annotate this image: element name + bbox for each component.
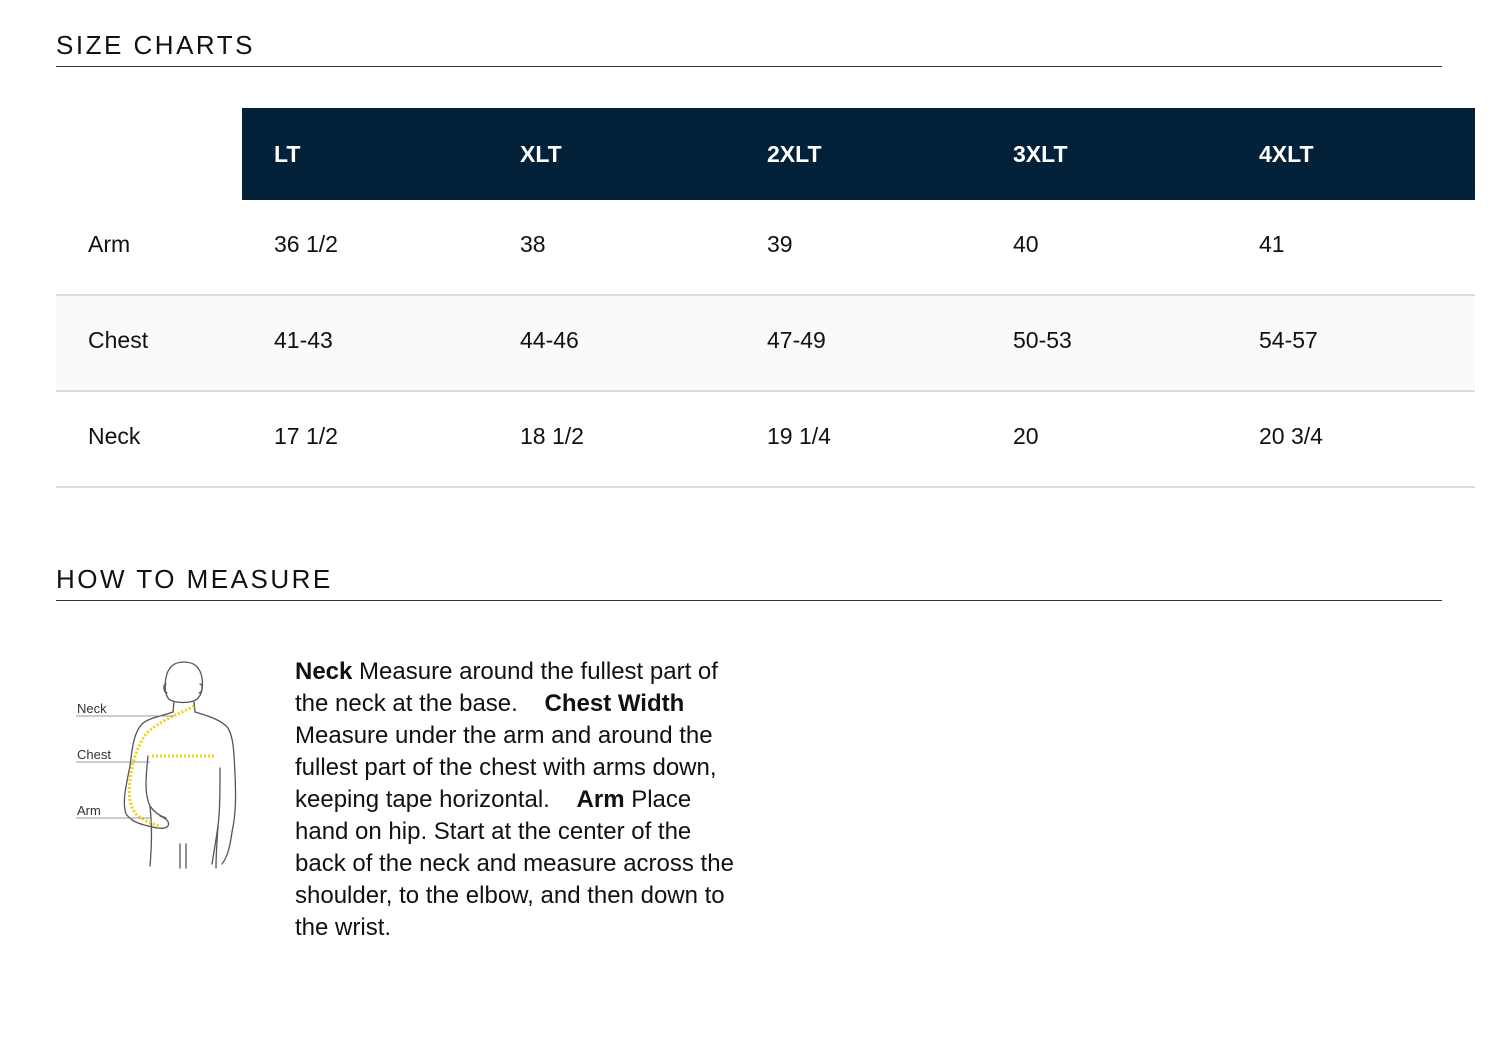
neck-heading: Neck bbox=[295, 658, 353, 685]
row-label: Neck bbox=[88, 423, 141, 449]
chest-instruction: Measure under the arm and around the fullest part of the chest with arms down, keeping tape horizontal. bbox=[295, 722, 717, 813]
figure-label-chest: Chest bbox=[77, 747, 111, 762]
chest-heading: Chest Width bbox=[544, 690, 685, 717]
row-label: Chest bbox=[88, 327, 149, 353]
table-cell: 20 3/4 bbox=[1259, 423, 1323, 449]
size-charts-title: SIZE CHARTS bbox=[56, 30, 255, 60]
table-cell: 44-46 bbox=[520, 327, 579, 353]
table-row-arm bbox=[56, 200, 1475, 296]
size-charts-divider bbox=[56, 66, 1442, 67]
table-cell: 20 bbox=[1013, 423, 1039, 449]
column-header-4xlt: 4XLT bbox=[1259, 141, 1314, 167]
row-label: Arm bbox=[88, 231, 131, 257]
arm-heading: Arm bbox=[576, 786, 625, 813]
how-to-measure-divider bbox=[56, 600, 1442, 601]
table-row-chest bbox=[56, 296, 1475, 392]
table-cell: 36 1/2 bbox=[274, 231, 338, 257]
table-cell: 19 1/4 bbox=[767, 423, 831, 449]
body-measurement-diagram-icon bbox=[70, 656, 250, 876]
column-header-3xlt: 3XLT bbox=[1013, 141, 1068, 167]
table-cell: 47-49 bbox=[767, 327, 826, 353]
table-cell: 50-53 bbox=[1013, 327, 1072, 353]
arm-instruction: Place hand on hip. Start at the center of the back of the neck and measure across the shoulder, to the elbow, and then down to the wrist. bbox=[295, 786, 734, 941]
table-cell: 41-43 bbox=[274, 327, 333, 353]
column-header-lt: LT bbox=[274, 141, 301, 167]
figure-label-arm: Arm bbox=[77, 803, 101, 818]
table-header bbox=[242, 108, 1475, 200]
table-cell: 40 bbox=[1013, 231, 1039, 257]
table-cell: 17 1/2 bbox=[274, 423, 338, 449]
measurement-instructions bbox=[295, 656, 745, 944]
table-cell: 39 bbox=[767, 231, 793, 257]
column-header-xlt: XLT bbox=[520, 141, 562, 167]
table-cell: 54-57 bbox=[1259, 327, 1318, 353]
figure-label-neck: Neck bbox=[77, 701, 107, 716]
how-to-measure-title: HOW TO MEASURE bbox=[56, 564, 333, 594]
table-cell: 41 bbox=[1259, 231, 1285, 257]
table-row-neck bbox=[56, 392, 1475, 488]
column-header-2xlt: 2XLT bbox=[767, 141, 822, 167]
table-cell: 38 bbox=[520, 231, 546, 257]
table-cell: 18 1/2 bbox=[520, 423, 584, 449]
neck-instruction: Measure around the fullest part of the neck at the base. bbox=[295, 658, 718, 717]
